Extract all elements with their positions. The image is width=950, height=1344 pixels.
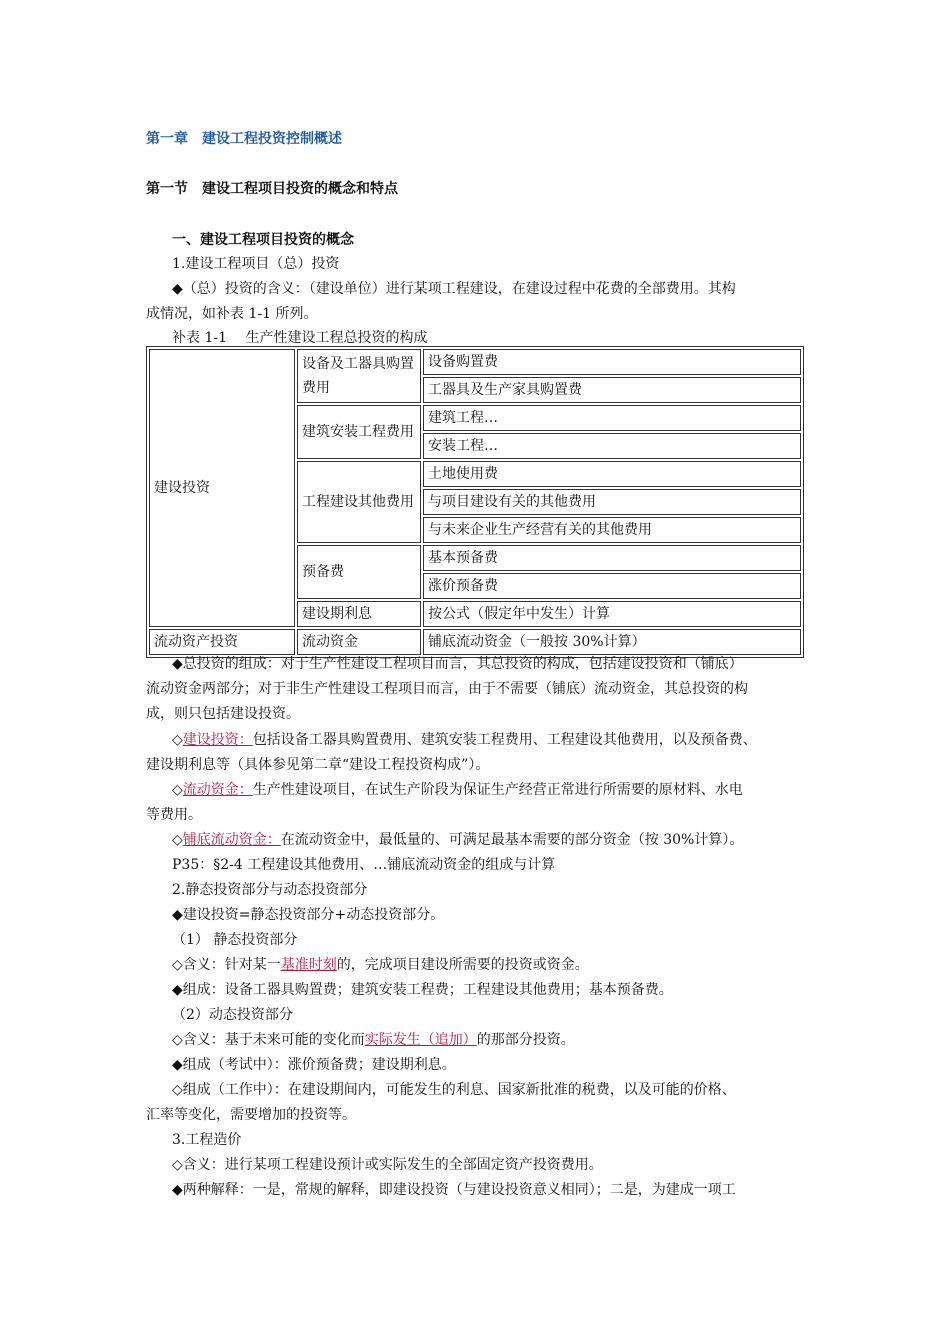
table-cell: 设备及工器具购置费用 (297, 349, 421, 403)
term-link[interactable]: 基准时刻 (280, 957, 337, 973)
paragraph: 3.工程造价 (172, 1132, 242, 1148)
term-link[interactable]: 流动资金： (182, 782, 253, 798)
table-caption: 补表 1-1 生产性建设工程总投资的构成 (172, 330, 428, 346)
text: ◇含义：基于未来可能的变化而 (172, 1032, 365, 1048)
table-cell: 土地使用费 (423, 461, 801, 487)
text: 在流动资金中，最低量的、可满足最基本需要的部分资金（按 30%计算）。 (280, 832, 744, 848)
section-title: 第一节 建设工程项目投资的概念和特点 (146, 181, 398, 197)
paragraph: ◇含义：进行某项工程建设预计或实际发生的全部固定资产投资费用。 (172, 1157, 603, 1173)
term-link[interactable]: 建设投资： (182, 732, 253, 748)
paragraph: ◆两种解释：一是，常规的解释，即建设投资（与建设投资意义相同）；二是，为建成一项工 (172, 1182, 736, 1198)
paragraph (172, 828, 743, 853)
paragraph: 汇率等变化，需要增加的投资等。 (146, 1107, 356, 1123)
table-cell: 建筑安装工程费用 (297, 405, 421, 459)
chapter-title: 第一章 建设工程投资控制概述 (146, 131, 342, 147)
table-cell: 铺底流动资金（一般按 30%计算） (423, 629, 801, 655)
paragraph (172, 1028, 575, 1053)
paragraph (172, 778, 743, 803)
table-cell: 建设投资 (149, 349, 295, 627)
paragraph: 1.建设工程项目（总）投资 (172, 256, 340, 272)
table-cell: 预备费 (297, 545, 421, 599)
table-cell: 与项目建设有关的其他费用 (423, 489, 801, 515)
table-cell: 设备购置费 (423, 349, 801, 375)
paragraph: （1） 静态投资部分 (172, 932, 298, 948)
paragraph (172, 953, 589, 978)
paragraph: ◆组成（考试中）：涨价预备费；建设期利息。 (172, 1057, 456, 1073)
table-cell: 工程建设其他费用 (297, 461, 421, 543)
paragraph: ◆组成：设备工器具购置费；建筑安装工程费；工程建设其他费用；基本预备费。 (172, 982, 673, 998)
text: 的，完成项目建设所需要的投资或资金。 (336, 957, 589, 973)
marker: ◇ (172, 832, 183, 848)
paragraph: 2.静态投资部分与动态投资部分 (172, 882, 368, 898)
table-cell: 工器具及生产家具购置费 (423, 377, 801, 403)
paragraph: ◆（总）投资的含义：（建设单位）进行某项工程建设，在建设过程中花费的全部费用。其构 (172, 281, 736, 297)
table-cell: 建设期利息 (297, 601, 421, 627)
investment-table (146, 346, 804, 658)
paragraph: 建设期利息等（具体参见第二章“建设工程投资构成”）。 (146, 757, 490, 773)
table-cell: 与未来企业生产经营有关的其他费用 (423, 517, 801, 543)
table-cell: 涨价预备费 (423, 573, 801, 599)
paragraph (172, 728, 757, 753)
paragraph: ◆总投资的组成：对于生产性建设工程项目而言，其总投资的构成，包括建设投资和（铺底） (172, 656, 743, 672)
table-cell: 基本预备费 (423, 545, 801, 571)
table-cell: 流动资金 (297, 629, 421, 655)
text: 的那部分投资。 (476, 1032, 575, 1048)
table-cell: 按公式（假定年中发生）计算 (423, 601, 801, 627)
term-link[interactable]: 实际发生（追加） (364, 1032, 477, 1048)
paragraph: P35：§2-4 工程建设其他费用、…铺底流动资金的组成与计算 (172, 857, 556, 873)
paragraph: 成，则只包括建设投资。 (146, 706, 300, 722)
subsection-title: 一、建设工程项目投资的概念 (172, 232, 354, 248)
marker: ◇ (172, 782, 183, 798)
paragraph: ◆建设投资=静态投资部分+动态投资部分。 (172, 907, 445, 923)
text: 生产性建设项目，在试生产阶段为保证生产经营正常进行所需要的原材料、水电 (252, 782, 743, 798)
table-cell: 建筑工程… (423, 405, 801, 431)
paragraph: 等费用。 (146, 807, 202, 823)
paragraph: 流动资金两部分；对于非生产性建设工程项目而言，由于不需要（铺底）流动资金，其总投资的构 (146, 681, 748, 697)
paragraph: 成情况，如补表 1-1 所列。 (146, 306, 318, 322)
text: 包括设备工器具购置费用、建筑安装工程费用、工程建设其他费用，以及预备费、 (252, 732, 757, 748)
term-link[interactable]: 铺底流动资金： (182, 832, 281, 848)
marker: ◇ (172, 732, 183, 748)
table-cell: 安装工程… (423, 433, 801, 459)
paragraph: ◇组成（工作中）：在建设期间内，可能发生的利息、国家新批准的税费，以及可能的价格、 (172, 1082, 736, 1098)
table-cell: 流动资产投资 (149, 629, 295, 655)
paragraph: （2）动态投资部分 (172, 1007, 293, 1023)
text: ◇含义：针对某一 (172, 957, 281, 973)
